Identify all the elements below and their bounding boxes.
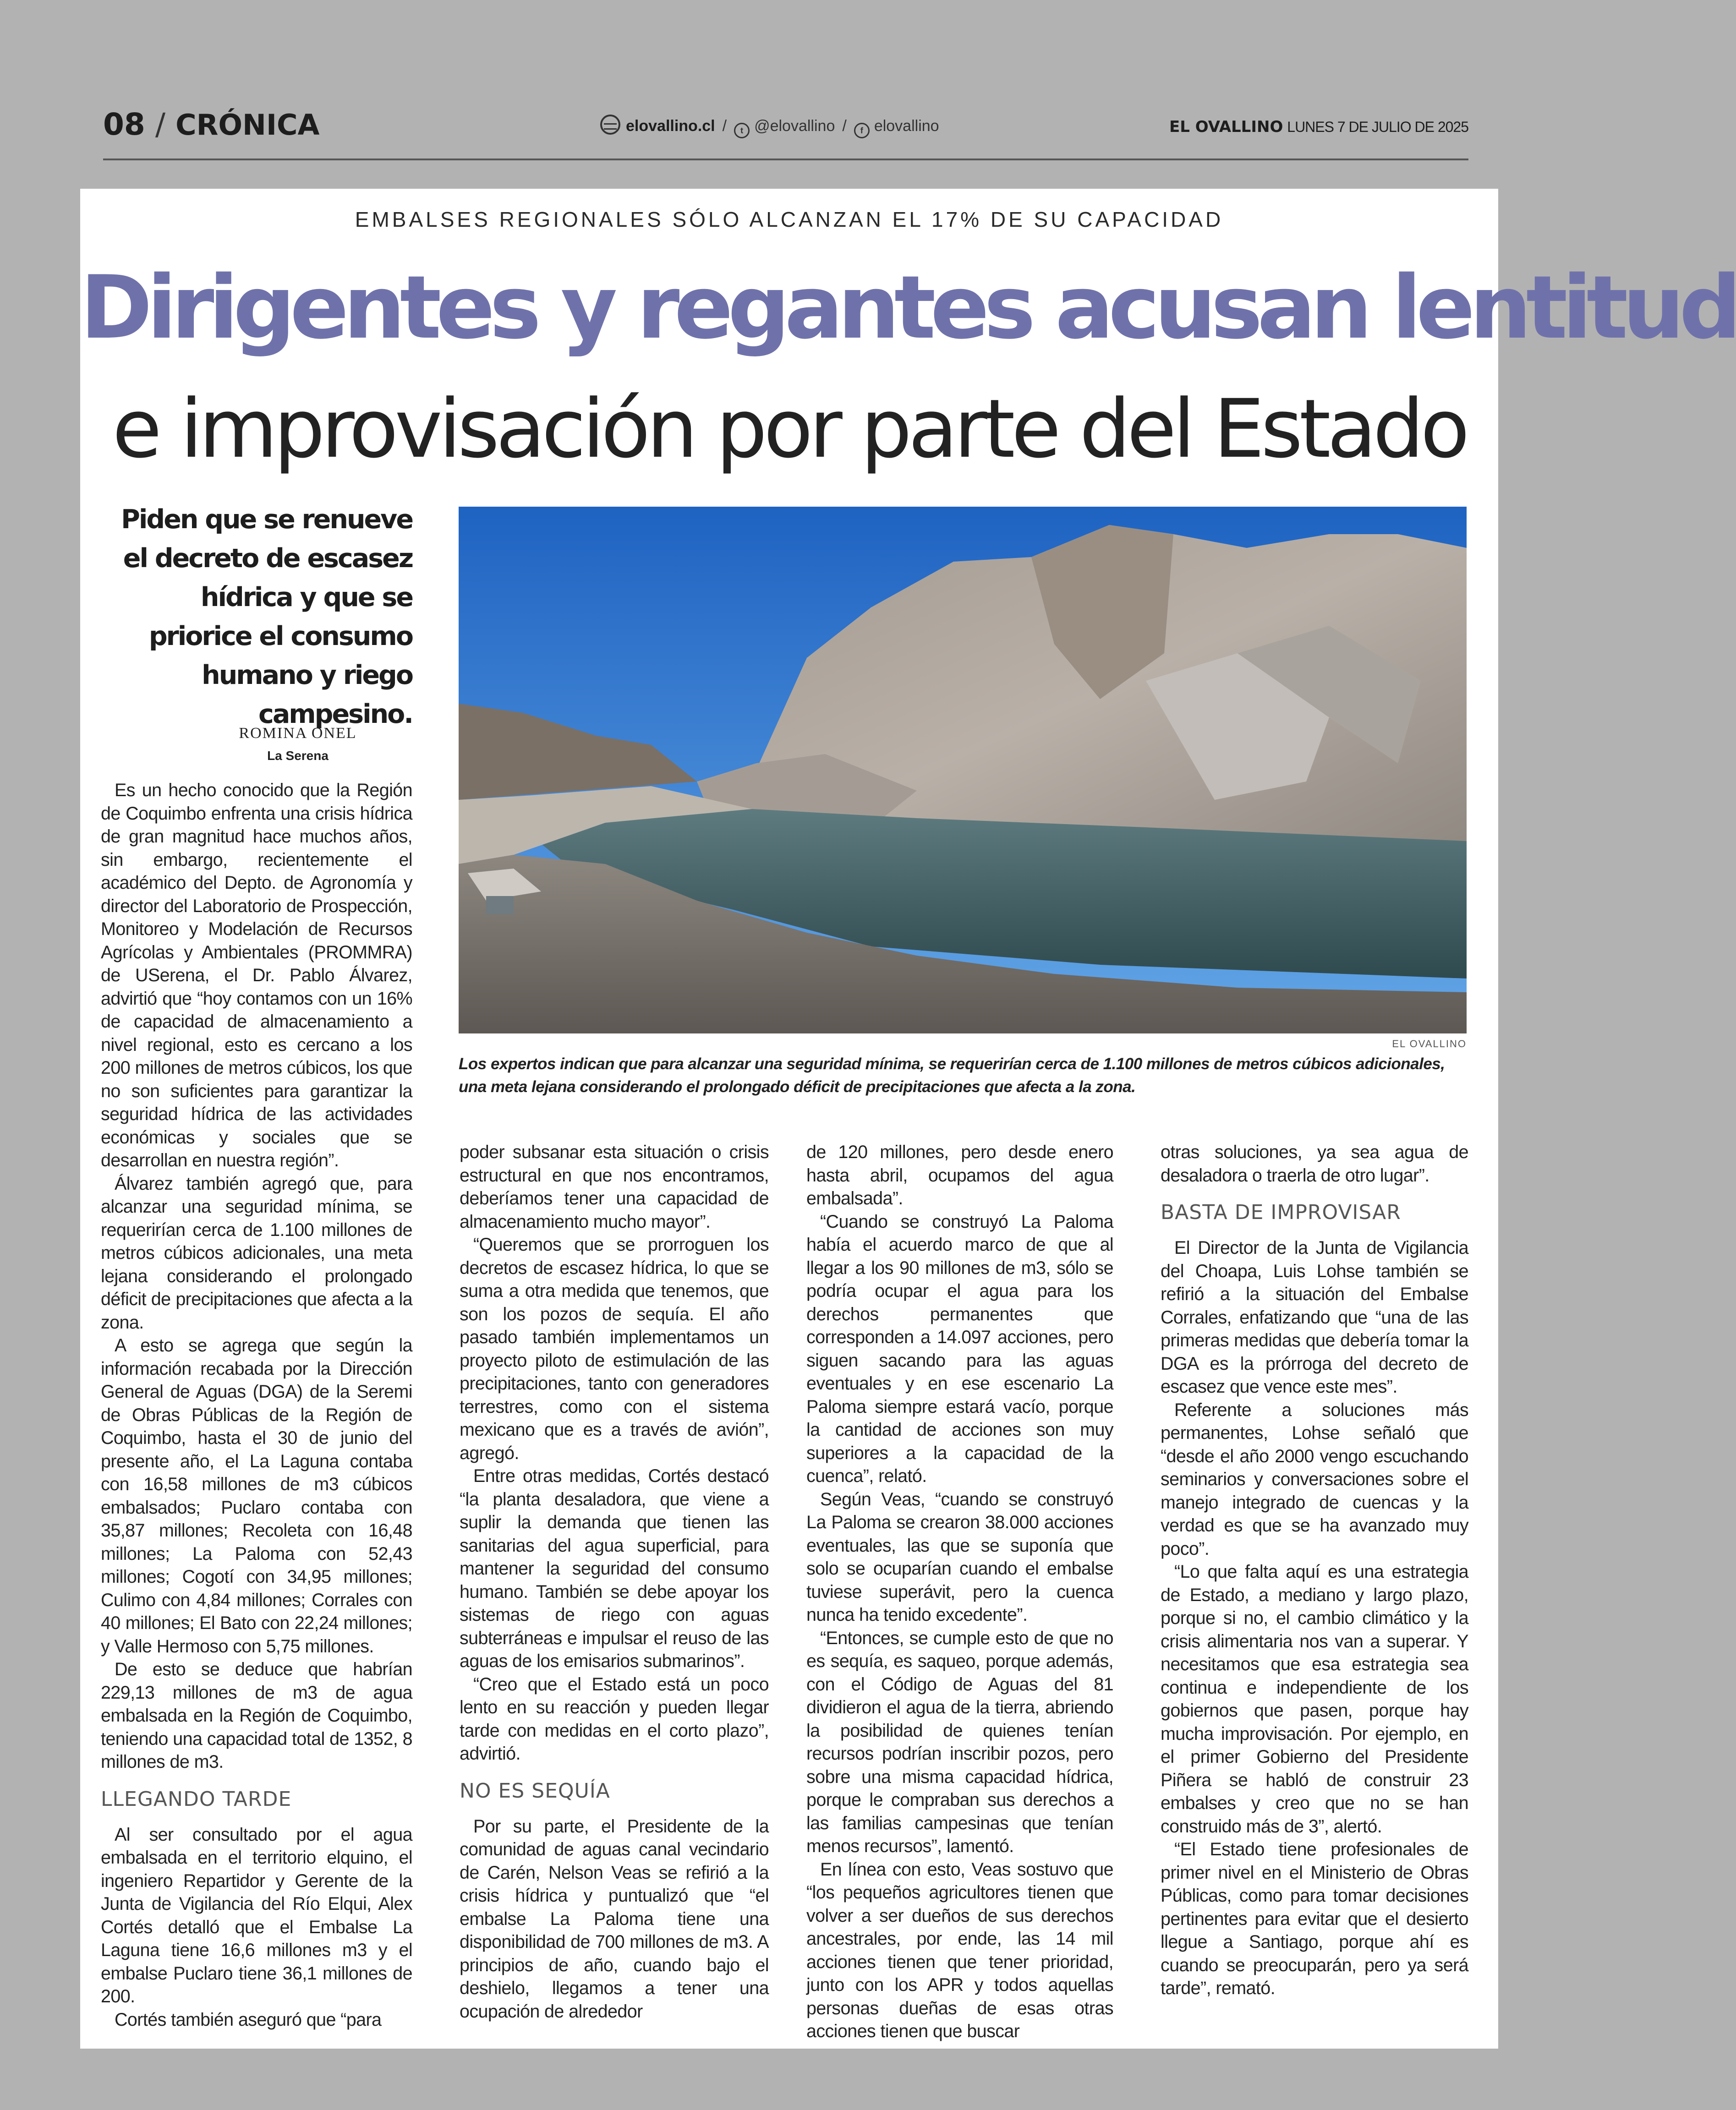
- paragraph: Según Veas, “cuando se construyó La Paloma se crearon 38.000 acciones eventuales, las que se suponía que solo se ocuparían cuando el embalse tuviese superávit, pero la cuenca nunca ha tenido excedente”.: [806, 1489, 1113, 1625]
- paragraph: En línea con esto, Veas sostuvo que “los pequeños agricultores tienen que volver a ser dueños de sus derechos ancestrales, por ende, las 14 mil acciones tienen que tener prioridad, junto con los APR y todos aquellas personas dueñas de esas otras acciones tienen que buscar: [806, 1859, 1113, 2041]
- paragraph: Cortés también aseguró que “para: [115, 2009, 382, 2030]
- social-separator: /: [842, 117, 847, 135]
- subhead-llegando-tarde: LLEGANDO TARDE: [101, 1787, 292, 1811]
- social-links: [600, 115, 939, 138]
- article-column-2: [460, 1141, 769, 2023]
- paragraph: de 120 millones, pero desde enero hasta abril, ocupamos del agua embalsada”.: [806, 1142, 1113, 1208]
- paragraph: “Cuando se construyó La Paloma había el acuerdo marco de que al llegar a los 90 millones de m3, sólo se podría ocupar el agua para los derechos permanentes que corresponden a 14.097 acciones, pero siguen sacando para las aguas eventuales y en ese escenario La Paloma siempre estará vacío, porque la cantidad de acciones son muy superiores a la capacidad de la cuenca”, relató.: [806, 1211, 1113, 1486]
- paragraph: Es un hecho conocido que la Región de Coquimbo enfrenta una crisis hídrica de gran magnitud hace muchos años, sin embargo, recientemente el académico del Depto. de Agronomía y director del Laboratorio de Prospección, Monitoreo y Modelación de Recursos Agrícolas y Ambientales (PROMMRA) de USerena, el Dr. Pablo Álvarez, advirtió que “hoy contamos con un 16% de capacidad de almacenamiento a nivel regional, esto es cercano a los 200 millones de metros cúbicos, los que no son suficientes para garantizar la seguridad hídrica de las actividades económicas y sociales que se desarrollan en nuestra región”.: [101, 780, 412, 1170]
- section-label: [103, 102, 320, 148]
- facebook-icon: f: [854, 123, 870, 138]
- section-name: CRÓNICA: [175, 108, 320, 142]
- article-page: [80, 189, 1736, 2049]
- paragraph: Por su parte, el Presidente de la comunidad de aguas canal vecindario de Carén, Nelson Veas se refirió a la crisis hídrica y puntualizó que “el embalse La Paloma tiene una disponibilidad de 700 millones de m3. A principios de año, cuando bajo el deshielo, llegamos a tener una ocupación de alrededor: [460, 1816, 769, 2022]
- headline-line-1: Dirigentes y regantes acusan lentitud: [80, 257, 1736, 358]
- article-column-3: [806, 1141, 1113, 2043]
- paragraph: Referente a soluciones más permanentes, Lohse señaló que “desde el año 2000 vengo escuchando seminarios y conversaciones sobre el manejo integrado de cuencas y la verdad es que se ha avanzado muy poco”.: [1161, 1399, 1468, 1559]
- website-link[interactable]: elovallino.cl: [626, 117, 715, 135]
- headline-line-2: e improvisación por parte del Estado: [112, 382, 1466, 476]
- paragraph: Al ser consultado por el agua embalsada en el territorio elquino, el ingeniero Repartidor y Gerente de la Junta de Vigilancia del Río Elqui, Alex Cortés detalló que el Embalse La Laguna tiene 16,6 millones m3 y el embalse Puclaro tiene 36,1 millones de 200.: [101, 1824, 412, 2006]
- subhead-basta-de-improvisar: BASTA DE IMPROVISAR: [1161, 1201, 1401, 1224]
- paragraph: De esto se deduce que habrían 229,13 millones de m3 de agua embalsada en la Región de Coquimbo, teniendo una capacidad total de 1352, 8 millones de m3.: [101, 1659, 412, 1772]
- reservoir-photo: [459, 507, 1467, 1033]
- header-rule: [103, 159, 1468, 160]
- section-separator: /: [155, 107, 166, 142]
- author-location: La Serena: [267, 749, 329, 763]
- photo-caption: Los expertos indican que para alcanzar una seguridad mínima, se requerirían cerca de 1.100 millones de metros cúbicos adicionales, una meta lejana considerando el prolongado déficit de precipitaciones que afecta a la zona.: [459, 1055, 1445, 1096]
- facebook-handle[interactable]: elovallino: [874, 117, 939, 135]
- paragraph: otras soluciones, ya sea agua de desaladora o traerla de otro lugar”.: [1161, 1142, 1468, 1186]
- paragraph: “El Estado tiene profesionales de primer nivel en el Ministerio de Obras Públicas, como para tomar decisiones pertinentes para evitar que el desierto llegue a Santiago, porque ahí es cuando se preocuparán, pero ya será tarde”, remató.: [1161, 1839, 1468, 1998]
- subhead-no-es-sequia: NO ES SEQUÍA: [460, 1779, 610, 1803]
- social-separator: /: [722, 117, 727, 135]
- paragraph: A esto se agrega que según la información recabada por la Dirección General de Aguas (DGA) de la Seremi de Obras Públicas de la Región de Coquimbo, hasta el 30 de junio del presente año, el La Laguna contaba con 16,58 millones de m3 cúbicos embalsados; Puclaro contaba con 35,87 millones; Recoleta con 16,48 millones; La Paloma con 52,43 millones; Cogotí con 34,95 millones; Culimo con 4,84 millones; Corrales con 40 millones; El Bato con 22,24 millones; y Valle Hermoso con 5,75 millones.: [101, 1335, 412, 1656]
- issue-date: LUNES 7 DE JULIO DE 2025: [1287, 119, 1468, 135]
- paragraph: “Queremos que se prorroguen los decretos de escasez hídrica, lo que se suma a otra medida que tenemos, que son los pozos de sequía. El año pasado también implementamos un proyecto piloto de estimulación de las precipitaciones, tanto con generadores terrestres, como con el sistema mexicano que es a través de avión”, agregó.: [460, 1235, 769, 1463]
- page-header: [103, 102, 1468, 161]
- website-globe-icon: [600, 115, 620, 135]
- paragraph: Entre otras medidas, Cortés destacó “la planta desaladora, que viene a suplir la demanda que tienen las sanitarias del agua superficial, para mantener la seguridad del consumo humano. También se debe apoyar los sistemas de riego con aguas subterráneas e impulsar el reuso de las aguas de los emisarios submarinos”.: [460, 1466, 769, 1671]
- twitter-icon: t: [734, 123, 750, 138]
- article-column-1: [101, 779, 412, 2031]
- photo-credit: EL OVALLINO: [1392, 1038, 1467, 1050]
- article-lead: Piden que se renueve el decreto de escasez hídrica y que se priorice el consumo humano y riego campesino.: [121, 504, 412, 729]
- article-column-4: [1161, 1141, 1468, 2000]
- paragraph: “Lo que falta aquí es una estrategia de Estado, a mediano y largo plazo, porque si no, el cambio climático y la crisis alimentaria nos van a superar. Y necesitamos que esa estrategia sea continua e independiente de los gobiernos que pasen, porque hay mucha improvisación. Por ejemplo, en el primer Gobierno del Presidente Piñera se habló de construir 23 embalses y creo que no se han construido más de 3”, alertó.: [1161, 1562, 1468, 1837]
- paper-name: EL OVALLINO: [1169, 118, 1283, 136]
- paper-info: [1169, 115, 1468, 138]
- author-byline: ROMINA ONEL: [239, 725, 357, 742]
- paragraph: Álvarez también agregó que, para alcanzar una seguridad mínima, se requerirían cerca de 1.100 millones de metros cúbicos adicionales, una meta lejana considerando el prolongado déficit de precipitaciones que afecta a la zona.: [101, 1173, 412, 1333]
- paragraph: poder subsanar esta situación o crisis estructural en que nos encontramos, deberíamos tener una capacidad de almacenamiento mucho mayor”.: [460, 1142, 769, 1232]
- twitter-handle[interactable]: @elovallino: [754, 117, 835, 135]
- paragraph: “Entonces, se cumple esto de que no es sequía, es saqueo, porque además, con el Código de Aguas del 81 dividieron el agua de la tierra, abriendo la posibilidad de quienes tenían recursos podrían inscribir pozos, pero sobre una misma capacidad hídrica, porque le compraban sus derechos a las familias campesinas que tenían menos recursos”, lamentó.: [806, 1628, 1113, 1856]
- page-number: 08: [103, 107, 145, 142]
- article-kicker: EMBALSES REGIONALES SÓLO ALCANZAN EL 17% DE SU CAPACIDAD: [355, 208, 1224, 231]
- paragraph: El Director de la Junta de Vigilancia del Choapa, Luis Lohse también se refirió a la situación del Embalse Corrales, enfatizando que “una de las primeras medidas que debería tomar la DGA es la prórroga del decreto de escasez que vence este mes”.: [1161, 1238, 1468, 1397]
- reservoir-landscape-image: [459, 507, 1467, 1033]
- paragraph: “Creo que el Estado está un poco lento en su reacción y pueden llegar tarde con medidas en el corto plazo”, advirtió.: [460, 1674, 769, 1764]
